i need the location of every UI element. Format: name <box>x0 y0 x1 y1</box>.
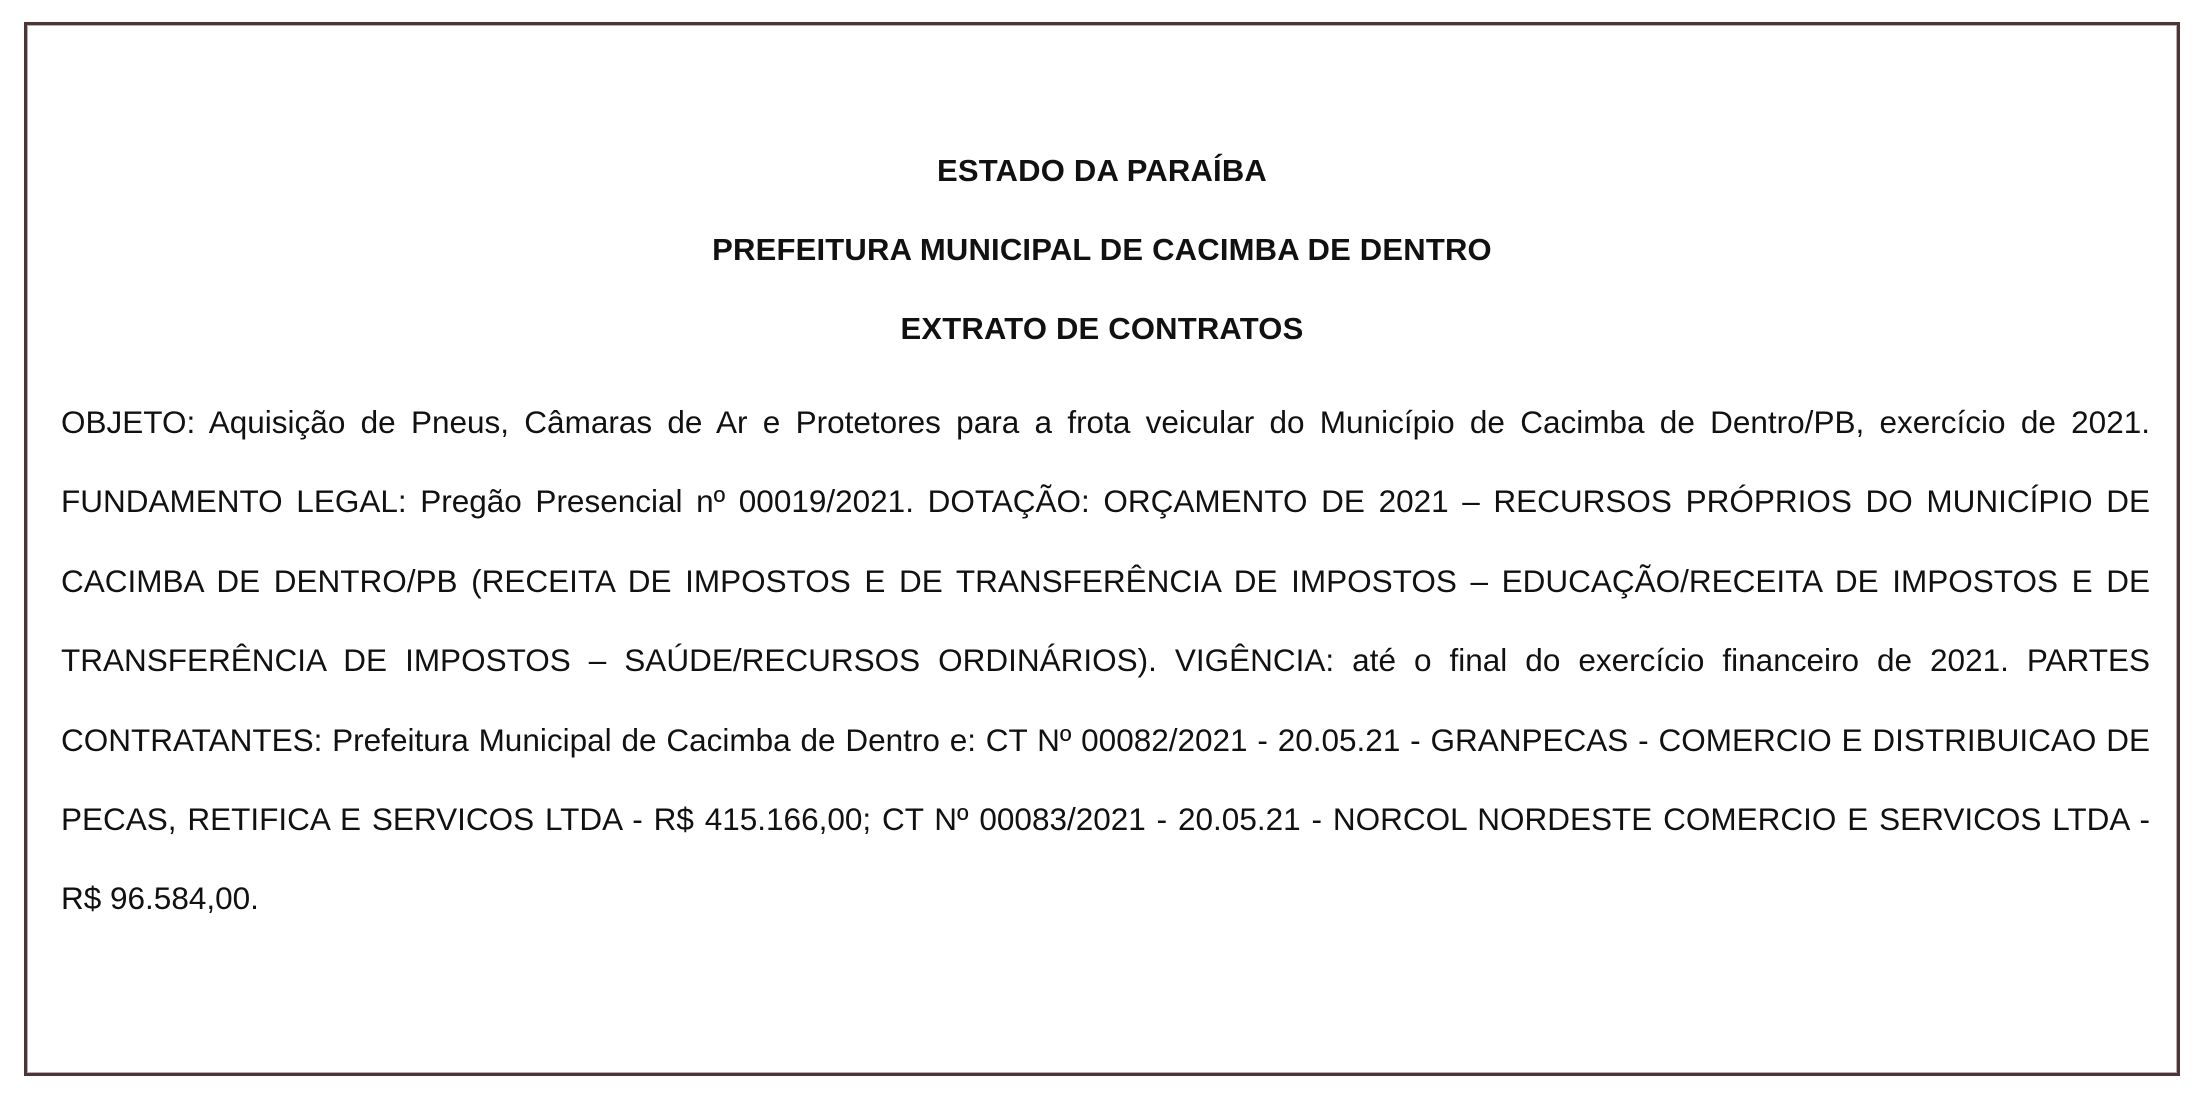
municipality-heading: PREFEITURA MUNICIPAL DE CACIMBA DE DENTRO <box>712 232 1492 267</box>
document-frame <box>24 22 2180 1076</box>
document-title: EXTRATO DE CONTRATOS <box>900 311 1304 346</box>
state-heading: ESTADO DA PARAÍBA <box>936 153 1268 188</box>
contract-extract-text: OBJETO: Aquisição de Pneus, Câmaras de Ar e Protetores para a frota veicular do Município de Cacimba de Dentro/PB, exercício de 2021. FUNDAMENTO LEGAL: Pregão Presencial nº 00019/2021. DOTAÇÃO: ORÇAMENTO DE 2021 – RECURSOS PRÓPRIOS DO MUNICÍPIO DE CACIMBA DE DENTRO/PB (RECEITA DE IMPOSTOS E DE TRANSFERÊNCIA DE IMPOSTOS – EDUCAÇÃO/RECEITA DE IMPOSTOS E DE TRANSFERÊNCIA DE IMPOSTOS – SAÚDE/RECURSOS ORDINÁRIOS). VIGÊNCIA: até o final do exercício financeiro de 2021. PARTES CONTRATANTES: Prefeitura Municipal de Cacimba de Dentro e: CT Nº 00082/2021 - 20.05.21 - GRANPECAS - COMERCIO E DISTRIBUICAO DE PECAS, RETIFICA E SERVICOS LTDA - R$ 415.166,00; CT Nº 00083/2021 - 20.05.21 - NORCOL NORDESTE COMERCIO E SERVICOS LTDA - R$ 96.584,00. <box>61 404 2150 917</box>
